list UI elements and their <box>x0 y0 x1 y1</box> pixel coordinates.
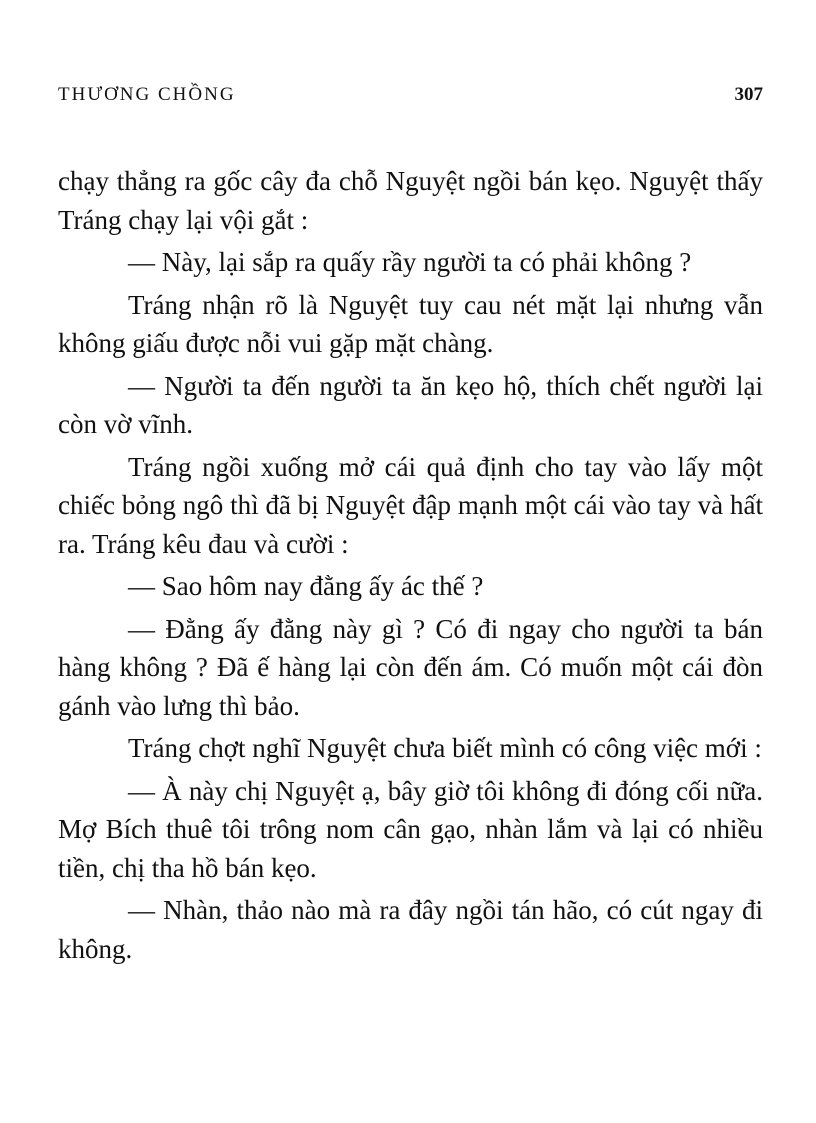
paragraph: — Này, lại sắp ra quấy rầy người ta có phải không ? <box>128 247 692 277</box>
paragraph: — À này chị Nguyệt ạ, bây giờ tôi không đi đóng cối nữa. Mợ Bích thuê tôi trông nom cân gạo, nhàn lắm và lại có nhiều tiền, chị tha hồ bán kẹo. <box>58 775 763 883</box>
running-title: THƯƠNG CHỒNG <box>58 84 236 105</box>
paragraph: chạy thẳng ra gốc cây đa chỗ Nguyệt ngồi bán kẹo. Nguyệt thấy Tráng chạy lại vội gắt : <box>58 166 763 235</box>
paragraph: Tráng chợt nghĩ Nguyệt chưa biết mình có công việc mới : <box>128 733 762 763</box>
body-text <box>58 162 763 972</box>
paragraph: Tráng nhận rõ là Nguyệt tuy cau nét mặt lại nhưng vẫn không giấu được nỗi vui gặp mặt chàng. <box>58 289 763 358</box>
paragraph: Tráng ngồi xuống mở cái quả định cho tay vào lấy một chiếc bỏng ngô thì đã bị Nguyệt đập mạnh một cái vào tay và hất ra. Tráng kêu đau và cười : <box>58 451 763 559</box>
paragraph: — Nhàn, thảo nào mà ra đây ngồi tán hão, có cút ngay đi không. <box>58 895 763 964</box>
page-number: 307 <box>734 84 763 105</box>
paragraph: — Sao hôm nay đằng ấy ác thế ? <box>128 571 484 601</box>
running-header <box>58 84 763 108</box>
paragraph: — Đằng ấy đằng này gì ? Có đi ngay cho người ta bán hàng không ? Đã ế hàng lại còn đến ám. Có muốn một cái đòn gánh vào lưng thì bảo. <box>58 613 763 721</box>
paragraph: — Người ta đến người ta ăn kẹo hộ, thích chết người lại còn vờ vĩnh. <box>58 370 763 439</box>
